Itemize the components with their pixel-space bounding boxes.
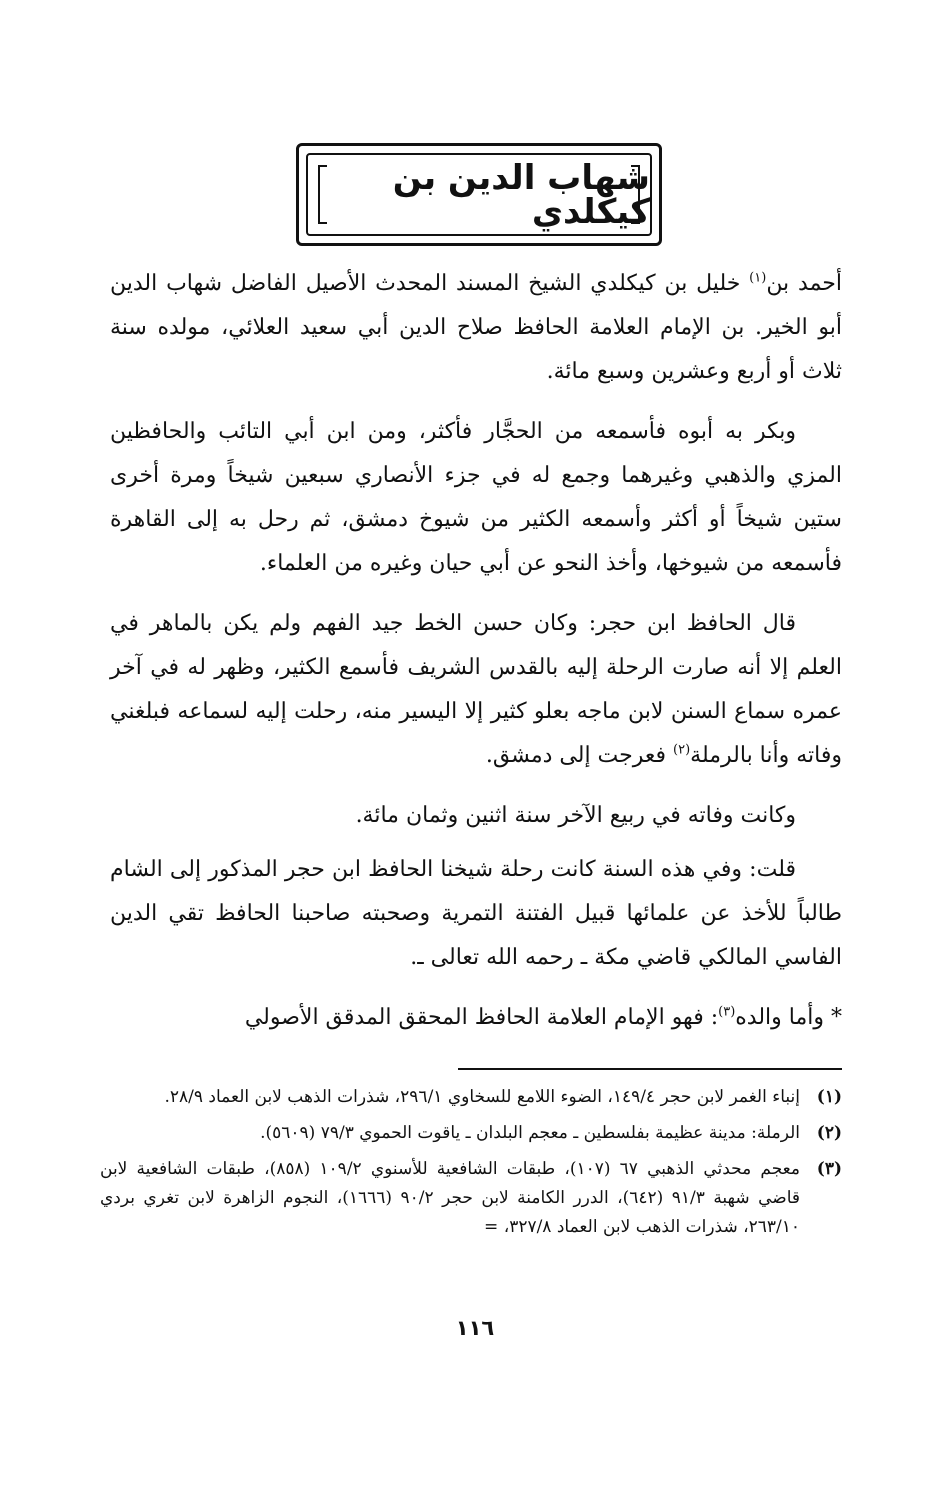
footnote-number: (٢) [816,1123,842,1143]
paragraph-4: وكانت وفاته في ربيع الآخر سنة اثنين وثمان مائة. [355,803,796,828]
paragraph-3 [110,602,842,778]
paragraph-1-rest: خليل بن كيكلدي الشيخ المسند المحدث الأصيل الفاضل شهاب الدين أبو الخير. بن الإمام العلامة الحافظ صلاح الدين أبي سعيد العلائي، مولده سنة ثلاث أو أربع وعشرين وسبع مائة. [110,271,842,384]
footnote-divider [458,1068,842,1070]
footnote-text: معجم محدثي الذهبي ٦٧ (١٠٧)، طبقات الشافعية للأسنوي ١٠٩/٢ (٨٥٨)، طبقات الشافعية لابن قاضي شهبة ٩١/٣ (٦٤٢)، الدرر الكامنة لابن حجر ٩٠/٢ (١٦٦٦)، النجوم الزاهرة لابن تغري بردي ٢٦٣/١٠، شذرات الذهب لابن العماد ٣٢٧/٨، = [100,1159,800,1237]
paragraph-6-start: * وأما والده [735,1005,842,1030]
paragraph-6 [110,996,842,1040]
footnote-text: الرملة: مدينة عظيمة بفلسطين ـ معجم البلدان ـ ياقوت الحموي ٧٩/٣ (٥٦٠٩). [260,1123,800,1143]
main-text [110,262,842,1056]
paragraph-1-start: أحمد بن [766,271,842,296]
paragraph-3-rest: فعرجت إلى دمشق. [485,743,674,768]
chapter-title: شهاب الدين بن كيكلدي [392,157,650,232]
footnote-number: (٣) [816,1159,842,1179]
footnote-ref-3: (٣) [718,1004,736,1020]
footnote-text: إنباء الغمر لابن حجر ١٤٩/٤، الضوء اللامع للسخاوي ٢٩٦/١، شذرات الذهب لابن العماد ٢٨/٩. [164,1087,800,1107]
chapter-title-inner-frame [306,153,652,236]
footnotes [100,1083,842,1249]
footnote-2 [100,1119,842,1148]
footnote-ref-2: (٢) [673,742,691,758]
footnote-ref-1: (١) [749,270,767,286]
paragraph-1 [110,262,842,394]
page-number: ١١٦ [455,1316,495,1340]
footnote-1 [100,1083,842,1112]
paragraph-5: قلت: وفي هذه السنة كانت رحلة شيخنا الحافظ ابن حجر المذكور إلى الشام طالباً للأخذ عن علمائها قبيل الفتنة التمرية وصحبته صاحبنا الحافظ تقي الدين الفاسي المالكي قاضي مكة ـ رحمه الله تعالى ـ. [110,857,842,970]
footnote-3 [100,1155,842,1242]
chapter-title-frame [296,143,662,246]
paragraph-3-start: قال الحافظ ابن حجر: وكان حسن الخط جيد الفهم ولم يكن بالماهر في العلم إلا أنه صارت الرحلة إليه بالقدس الشريف فأسمع الكثير، وظهر له في آخر عمره سماع السنن لابن ماجه بعلو كثير إلا اليسير منه، رحلت إليه لسماعه فبلغني وفاته وأنا بالرملة [110,611,842,768]
paragraph-2: وبكر به أبوه فأسمعه من الحجَّار فأكثر، ومن ابن أبي التائب والحافظين المزي والذهبي وغيرهما وجمع له في جزء الأنصاري سبعين شيخاً ومرة أخرى ستين شيخاً أو أكثر وأسمعه الكثير من شيوخ دمشق، ثم رحل به إلى القاهرة فأسمعه من شيوخها، وأخذ النحو عن أبي حيان وغيره من العلماء. [110,419,842,576]
paragraph-6-rest: : فهو الإمام العلامة الحافظ المحقق المدقق الأصولي [244,1005,719,1030]
footnote-number: (١) [816,1087,842,1107]
